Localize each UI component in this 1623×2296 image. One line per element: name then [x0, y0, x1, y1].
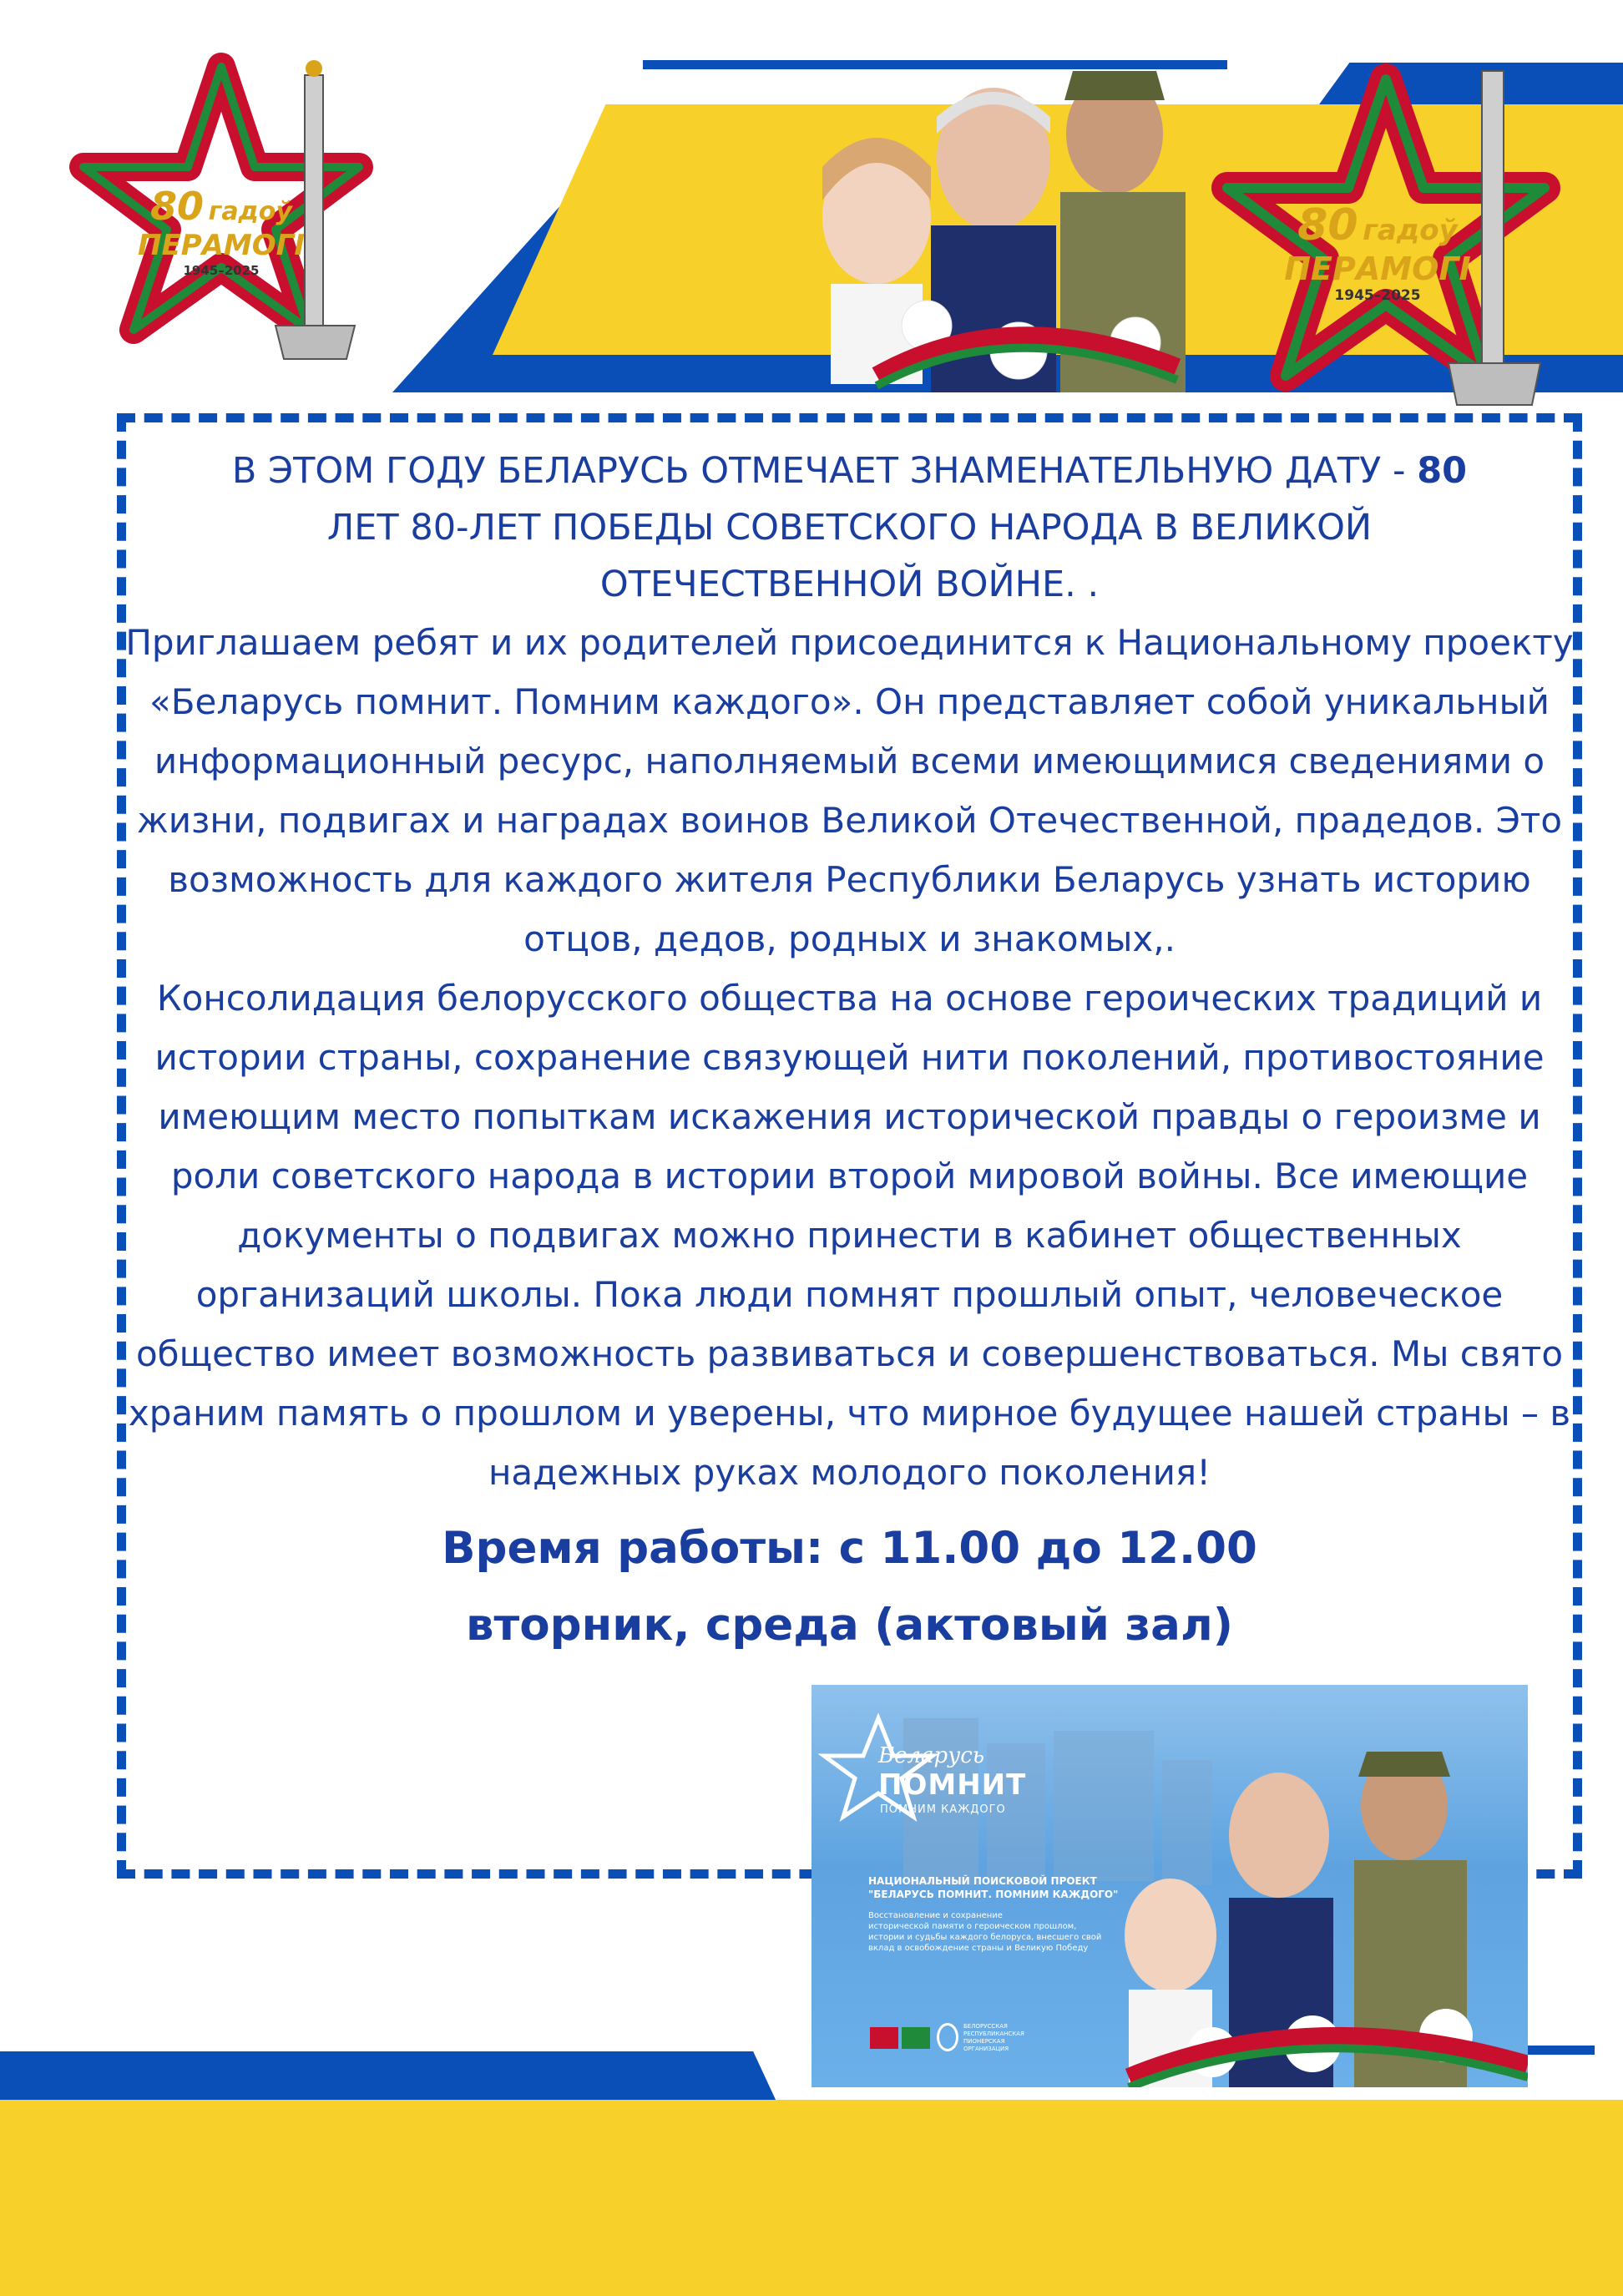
paragraph-line: истории страны, сохранение связующей нити поколений, противостояние	[154, 1037, 1545, 1078]
paragraph-line: общество имеет возможность развиваться и совершенствоваться. Мы свято	[135, 1333, 1564, 1374]
paragraph-line: возможность для каждого жителя Республики Беларусь узнать историю	[168, 859, 1531, 900]
emblem-years: 1945–2025	[183, 263, 260, 278]
bottom-blue-band	[0, 2051, 776, 2101]
paragraph-line: информационный ресурс, наполняемый всеми имеющимися сведениями о	[154, 741, 1545, 781]
bottom-yellow-band	[0, 2100, 1623, 2296]
working-hours: Время работы: с 11.00 до 12.00	[442, 1523, 1257, 1574]
emblem-word2: ПЕРАМОГІ	[138, 229, 305, 262]
poster-logo-subtitle: ПОМНИМ КАЖДОГО	[880, 1803, 1006, 1816]
announcement-text	[125, 443, 1574, 1664]
headline-line2: ЛЕТ 80-ЛЕТ ПОБЕДЫ СОВЕТСКОГО НАРОДА В ВЕЛИКОЙ	[326, 507, 1373, 549]
pioneer-logo-icon	[937, 2023, 958, 2051]
paragraph-line: имеющим место попыткам искажения исторической правды о героизме и	[158, 1096, 1541, 1137]
headline-line3: ОТЕЧЕСТВЕННОЙ ВОЙНЕ. .	[599, 564, 1100, 605]
headline-line1: В ЭТОМ ГОДУ БЕЛАРУСЬ ОТМЕЧАЕТ ЗНАМЕНАТЕЛЬНУЮ ДАТУ - 80	[231, 450, 1468, 492]
paragraph-consolidation	[125, 968, 1574, 1502]
pioneer-org-name: БЕЛОРУССКАЯ РЕСПУБЛИКАНСКАЯ ПИОНЕРСКАЯ ОРГАНИЗАЦИЯ	[963, 2023, 1024, 2052]
poster-project-line2: "БЕЛАРУСЬ ПОМНИТ. ПОМНИМ КАЖДОГО"	[868, 1889, 1119, 1900]
victory-emblem-right	[1211, 46, 1561, 413]
victory-emblem-left	[67, 42, 376, 367]
paragraph-line: Приглашаем ребят и их родителей присоединится к Национальному проекту	[125, 622, 1574, 663]
brsm-logo-icon	[902, 2027, 930, 2049]
paragraph-line: храним память о прошлом и уверены, что мирное будущее нашей страны – в	[128, 1393, 1571, 1434]
emblem-word2: ПЕРАМОГІ	[1284, 250, 1471, 287]
paragraph-line: роли советского народа в истории второй мировой войны. Все имеющие	[170, 1156, 1529, 1196]
project-poster	[812, 1685, 1528, 2087]
emblem-word1: гадоў	[1363, 214, 1458, 247]
poster-logo-script: Беларусь	[878, 1743, 984, 1768]
poster-logo-title: ПОМНИТ	[878, 1768, 1027, 1802]
emblem-word1: гадоў	[208, 197, 292, 226]
paragraph-line: организаций школы. Пока люди помнят прошлый опыт, человеческое	[195, 1274, 1504, 1315]
veterans-illustration	[743, 25, 1244, 392]
paragraph-line: отцов, дедов, родных и знакомых,.	[523, 918, 1176, 959]
paragraph-line: «Беларусь помнит. Помним каждого». Он представляет собой уникальный	[149, 681, 1550, 722]
paragraph-line: надежных руках молодого поколения!	[488, 1452, 1211, 1493]
working-days: вторник, среда (актовый зал)	[466, 1600, 1233, 1651]
paragraph-line: жизни, подвигах и наградах воинов Великой Отечественной, прадедов. Это	[136, 800, 1563, 841]
paragraph-invitation	[125, 613, 1574, 968]
brsm-logo-icon	[870, 2027, 898, 2049]
paragraph-line: Консолидация белорусского общества на основе героических традиций и	[156, 978, 1543, 1019]
headline-bold-number: 80	[1417, 450, 1468, 492]
bottom-right-thin-stripe	[1519, 2046, 1595, 2055]
emblem-number: 80	[150, 184, 205, 229]
emblem-years: 1945–2025	[1334, 287, 1421, 304]
emblem-number: 80	[1297, 200, 1358, 250]
poster-description: Восстановление и сохранение исторической памяти о героическом прошлом, истории и судьбы каждого белоруса, внесшего свой вклад в освобождение страны и Великую Победу	[868, 1911, 1102, 1953]
paragraph-line: документы о подвигах можно принести в кабинет общественных	[237, 1215, 1462, 1256]
poster-project-line1: НАЦИОНАЛЬНЫЙ ПОИСКОВОЙ ПРОЕКТ	[868, 1875, 1097, 1887]
